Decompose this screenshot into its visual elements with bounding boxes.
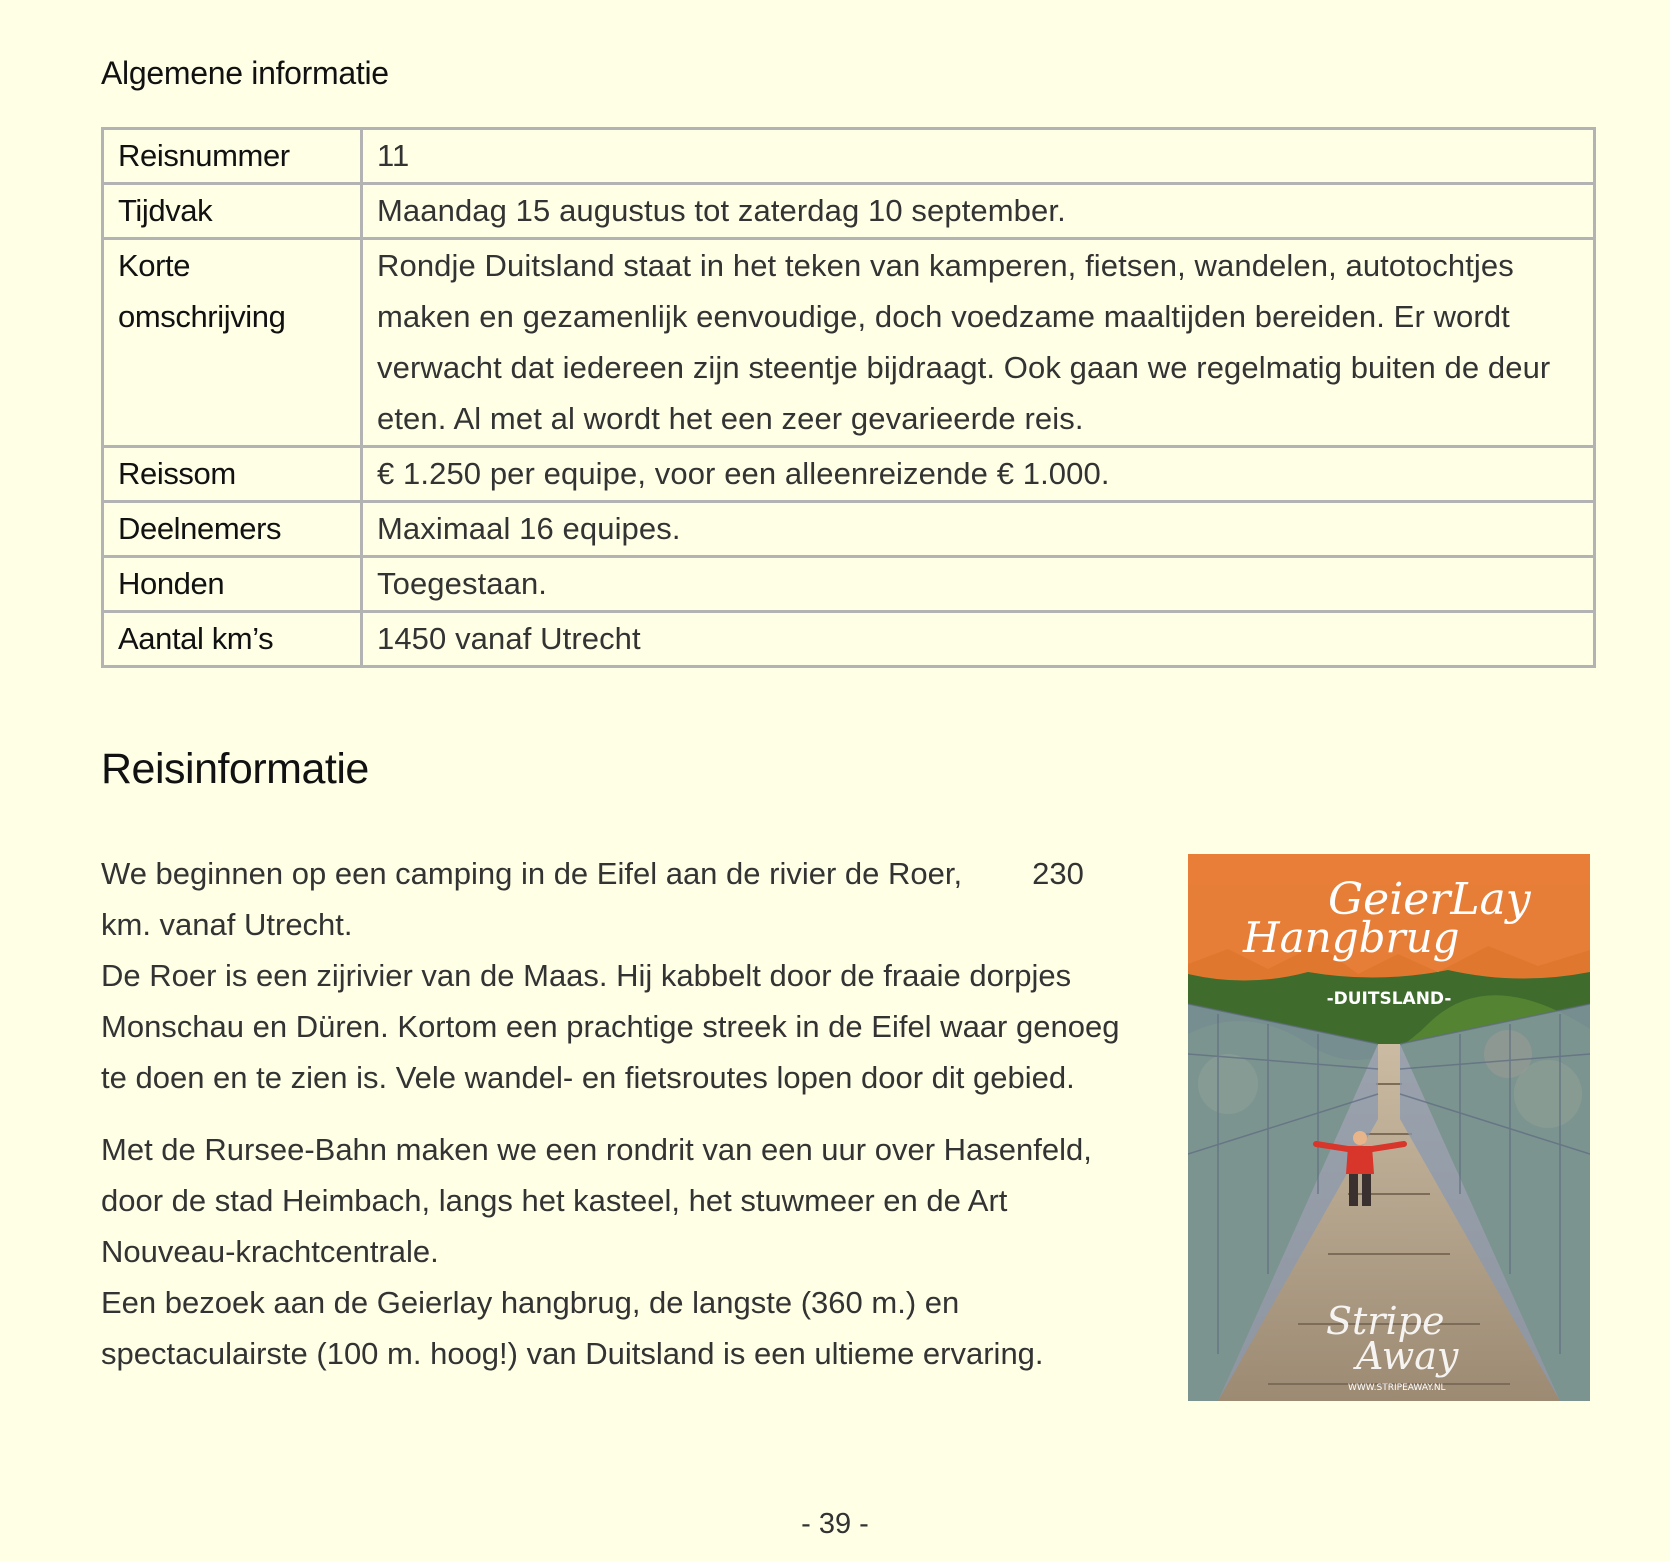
- general-info-title: Algemene informatie: [101, 55, 389, 91]
- poster-illustration: [1188, 854, 1590, 1401]
- travel-info-heading: Reisinformatie: [101, 745, 369, 793]
- paragraph: De Roer is een zijrivier van de Maas. Hij kabbelt door de fraaie dorpjes Monschau en Düren. Kortom een prachtige streek in de Eifel waar genoeg te doen en te zien is. Vele wandel- en fietsroutes lopen door dit gebied.: [101, 958, 1120, 1095]
- general-info-table: [101, 127, 1596, 668]
- row-value: Maximaal 16 equipes.: [362, 502, 1595, 557]
- row-label: Aantal km’s: [103, 612, 362, 667]
- poster-website: WWW.STRIPEAWAY.NL: [1348, 1383, 1446, 1393]
- row-label: Korte omschrijving: [103, 239, 362, 447]
- distance-value: 230: [1032, 856, 1084, 891]
- row-value: 11: [362, 129, 1595, 184]
- table-row: [103, 502, 1595, 557]
- row-label: Tijdvak: [103, 184, 362, 239]
- row-label: Reissom: [103, 447, 362, 502]
- row-value: Toegestaan.: [362, 557, 1595, 612]
- table-row: [103, 447, 1595, 502]
- row-label: Deelnemers: [103, 502, 362, 557]
- table-row: [103, 557, 1595, 612]
- paragraph-text: We beginnen op een camping in de Eifel aan de rivier de Roer,: [101, 856, 963, 891]
- poster-title-line2: Hangbrug: [1243, 913, 1460, 962]
- row-value: 1450 vanaf Utrecht: [362, 612, 1595, 667]
- poster-brand-line1: Stripe: [1326, 1299, 1445, 1343]
- geierlay-poster-image: [1188, 854, 1590, 1401]
- poster-brand-line2: Away: [1356, 1334, 1459, 1378]
- table-row: [103, 239, 1595, 447]
- row-value: Rondje Duitsland staat in het teken van kamperen, fietsen, wandelen, autotochtjes maken en gezamenlijk eenvoudige, doch voedzame maaltijden bereiden. Er wordt verwacht dat iedereen zijn steentje bijdraagt. Ook gaan we regelmatig buiten de deur eten. Al met al wordt het een zeer gevarieerde reis.: [362, 239, 1595, 447]
- table-row: [103, 612, 1595, 667]
- poster-title-line1: GeierLay: [1328, 874, 1531, 925]
- row-label: Honden: [103, 557, 362, 612]
- paragraph: [101, 848, 1146, 950]
- table-row: [103, 129, 1595, 184]
- travel-info-body: [101, 848, 1146, 1379]
- poster-subtitle: -DUITSLAND-: [1326, 989, 1452, 1009]
- page-number: - 39 -: [801, 1508, 869, 1540]
- row-value: Maandag 15 augustus tot zaterdag 10 september.: [362, 184, 1595, 239]
- row-value: € 1.250 per equipe, voor een alleenreizende € 1.000.: [362, 447, 1595, 502]
- table-row: [103, 184, 1595, 239]
- row-label: Reisnummer: [103, 129, 362, 184]
- paragraph-text: km. vanaf Utrecht.: [101, 907, 353, 942]
- paragraph: Met de Rursee-Bahn maken we een rondrit van een uur over Hasenfeld, door de stad Heimbach, langs het kasteel, het stuwmeer en de Art Nouveau-krachtcentrale.: [101, 1132, 1092, 1269]
- paragraph: Een bezoek aan de Geierlay hangbrug, de langste (360 m.) en spectaculairste (100 m. hoog!) van Duitsland is een ultieme ervaring.: [101, 1285, 1044, 1371]
